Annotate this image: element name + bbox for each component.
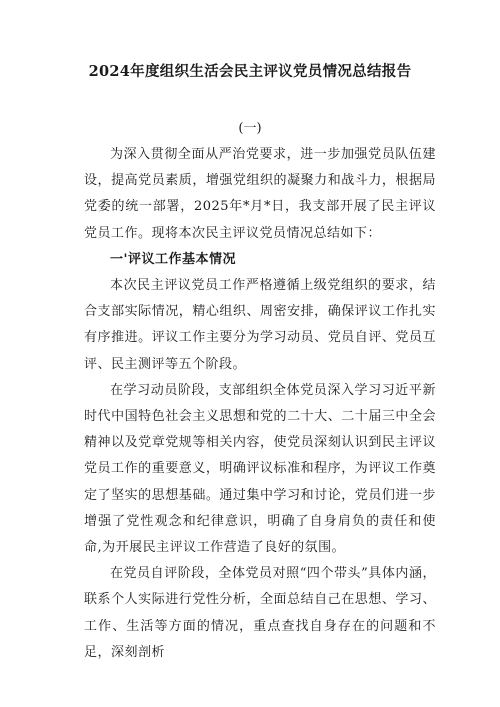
document-body <box>84 142 436 666</box>
paragraph-self-assessment: 在党员自评阶段，全体党员对照“四个带头”具体内涵，联系个人实际进行党性分析，全面总结自己在思想、学习、工作、生活等方面的情况，重点查找自身存在的问题和不足，深刻剖析 <box>84 566 436 660</box>
section-number: (一) <box>238 121 262 136</box>
paragraph-study-stage: 在学习动员阶段，支部组织全体党员深入学习习近平新时代中国特色社会主义思想和党的二十大、二十届三中全会精神以及党章党规等相关内容，使党员深刻认识到民主评议党员工作的重要意义，明确评议标准和程序，为评议工作奠定了坚实的思想基础。通过集中学习和讨论，党员们进一步增强了党性观念和纪律意识，明确了自身肩负的责任和使命,为开展民主评议工作营造了良好的氛围。 <box>84 382 436 556</box>
paragraph-intro: 为深入贯彻全面从严治党要求，进一步加强党员队伍建设，提高党员素质，增强党组织的凝聚力和战斗力，根据局党委的统一部署，2025年*月*日，我支部开展了民主评议党员工作。现将本次民主评议党员情况总结如下： <box>84 147 436 241</box>
document-title: 2024年度组织生活会民主评议党员情况总结报告 <box>88 63 412 80</box>
section-heading: 一'评议工作基本情况 <box>110 251 236 267</box>
paragraph-overview: 本次民主评议党员工作严格遵循上级党组织的要求，结合支部实际情况，精心组织、周密安排，确保评议工作扎实有序推进。评议工作主要分为学习动员、党员自评、党员互评、民主测评等五个阶段。 <box>84 278 436 372</box>
